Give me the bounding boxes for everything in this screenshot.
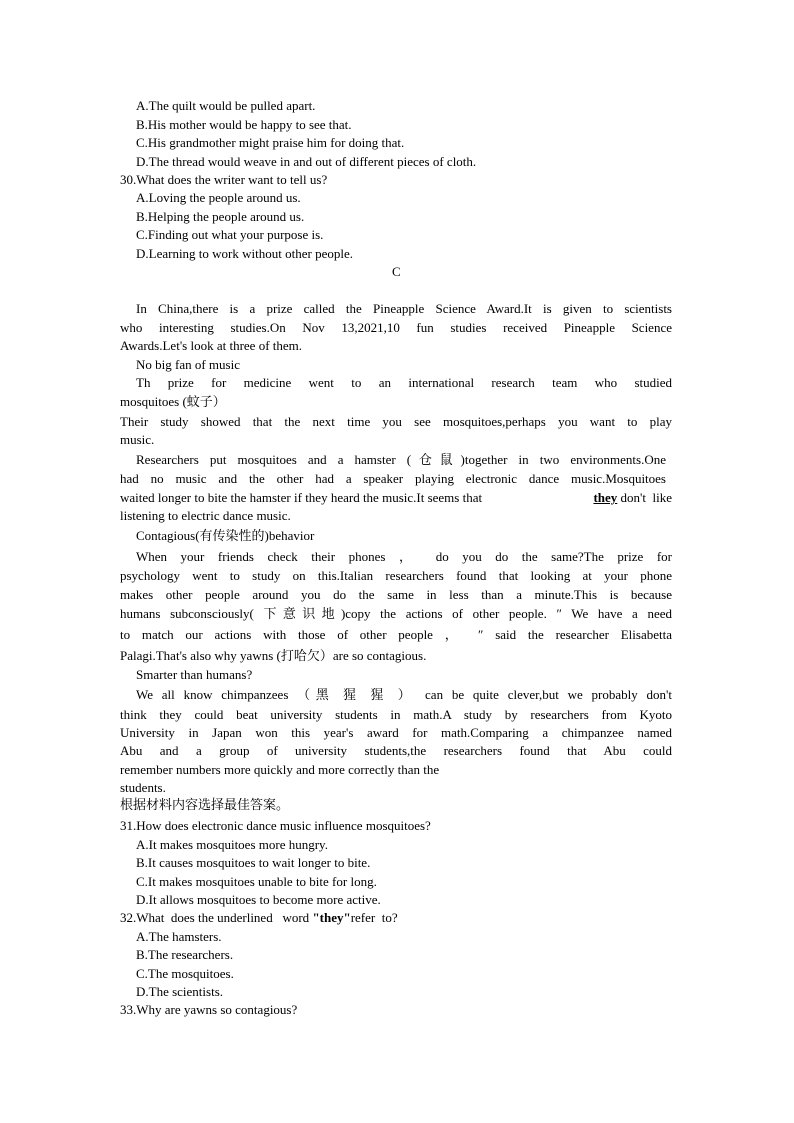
p1-line-2: mosquitoes (蚊子） bbox=[120, 394, 226, 409]
heading-smarter: Smarter than humans? bbox=[136, 667, 253, 682]
q30-option-b: B.Helping the people around us. bbox=[136, 209, 305, 224]
q33-question: 33.Why are yawns so contagious? bbox=[120, 1002, 298, 1017]
q31-option-a: A.It makes mosquitoes more hungry. bbox=[136, 837, 328, 852]
p1-line-3: Their study showed that the next time you see mosquitoes,perhaps you want to play bbox=[120, 414, 672, 429]
q32-question-end: refer to? bbox=[350, 910, 398, 925]
q32-option-d: D.The scientists. bbox=[136, 984, 224, 999]
p3-line-3: makes other people around you do the same in less than a minute.This is because bbox=[120, 587, 672, 602]
p1-line-1: Th prize for medicine went to an international research team who studied bbox=[136, 375, 672, 390]
q30-option-a: A.Loving the people around us. bbox=[136, 190, 301, 205]
p4-line-2: think they could beat university students in math.A study by researchers from Kyoto bbox=[120, 707, 672, 722]
heading-no-big-fan: No big fan of music bbox=[136, 357, 240, 372]
q29-option-d: D.The thread would weave in and out of different pieces of cloth. bbox=[136, 154, 477, 169]
q30-option-c: C.Finding out what your purpose is. bbox=[136, 227, 324, 242]
underlined-word-they: they bbox=[593, 490, 618, 505]
p3-line-1: When your friends check their phones ， do you do the same?The prize for bbox=[136, 549, 672, 564]
p4-line-1: We all know chimpanzees （黑 猩 猩 ） can be quite clever,but we probably don't bbox=[136, 687, 672, 702]
q31-option-b: B.It causes mosquitoes to wait longer to bite. bbox=[136, 855, 371, 870]
p4-line-6: students. bbox=[120, 780, 166, 795]
p4-line-3: University in Japan won this year's award for math.Comparing a chimpanzee named bbox=[120, 725, 672, 740]
instruction: 根据材料内容选择最佳答案。 bbox=[120, 798, 290, 813]
q31-question: 31.How does electronic dance music influence mosquitoes? bbox=[120, 818, 431, 833]
p3-line-4: humans subconsciously( 下意识地)copy the actions of other people. ″ We have a need bbox=[120, 606, 672, 621]
section-label: C bbox=[392, 264, 401, 279]
q29-option-b: B.His mother would be happy to see that. bbox=[136, 117, 352, 132]
q31-option-c: C.It makes mosquitoes unable to bite for long. bbox=[136, 874, 377, 889]
q29-option-a: A.The quilt would be pulled apart. bbox=[136, 98, 316, 113]
q32-quoted-word: "they" bbox=[312, 910, 351, 925]
p1-line-4: music. bbox=[120, 432, 155, 447]
p3-line-6: Palagi.That's also why yawns (打哈欠）are so contagious. bbox=[120, 648, 427, 663]
intro-line-2: who interesting studies.On Nov 13,2021,10 fun studies received Pineapple Science bbox=[120, 320, 672, 335]
q30-question: 30.What does the writer want to tell us? bbox=[120, 172, 328, 187]
p2-line-2: had no music and the other had a speaker playing electronic dance music.Mosquitoes bbox=[120, 471, 666, 486]
p3-line-5: to match our actions with those of other people ， ″ said the researcher Elisabetta bbox=[120, 627, 672, 642]
p2-line-1: Researchers put mosquitoes and a hamster (仓鼠)together in two environments.One bbox=[136, 452, 666, 467]
intro-line-3: Awards.Let's look at three of them. bbox=[120, 338, 303, 353]
p2-line-3-start: waited longer to bite the hamster if they heard the music.It seems that bbox=[120, 490, 483, 505]
p2-line-3-end: don't like bbox=[617, 490, 672, 505]
q32-option-b: B.The researchers. bbox=[136, 947, 234, 962]
p4-line-5: remember numbers more quickly and more correctly than the bbox=[120, 762, 440, 777]
q30-option-d: D.Learning to work without other people. bbox=[136, 246, 353, 261]
p2-line-3 bbox=[120, 490, 672, 506]
heading-contagious: Contagious(有传染性的)behavior bbox=[136, 528, 315, 543]
q31-option-d: D.It allows mosquitoes to become more active. bbox=[136, 892, 381, 907]
p4-line-4: Abu and a group of university students,the researchers found that Abu could bbox=[120, 743, 672, 758]
p3-line-2: psychology went to study on this.Italian researchers found that looking at your phone bbox=[120, 568, 672, 583]
q32-question bbox=[120, 910, 398, 926]
p2-line-4: listening to electric dance music. bbox=[120, 508, 291, 523]
intro-line-1: In China,there is a prize called the Pineapple Science Award.It is given to scientists bbox=[136, 301, 672, 316]
q32-question-start: 32.What does the underlined word bbox=[120, 910, 313, 925]
q32-option-a: A.The hamsters. bbox=[136, 929, 222, 944]
q29-option-c: C.His grandmother might praise him for doing that. bbox=[136, 135, 405, 150]
q32-option-c: C.The mosquitoes. bbox=[136, 966, 234, 981]
